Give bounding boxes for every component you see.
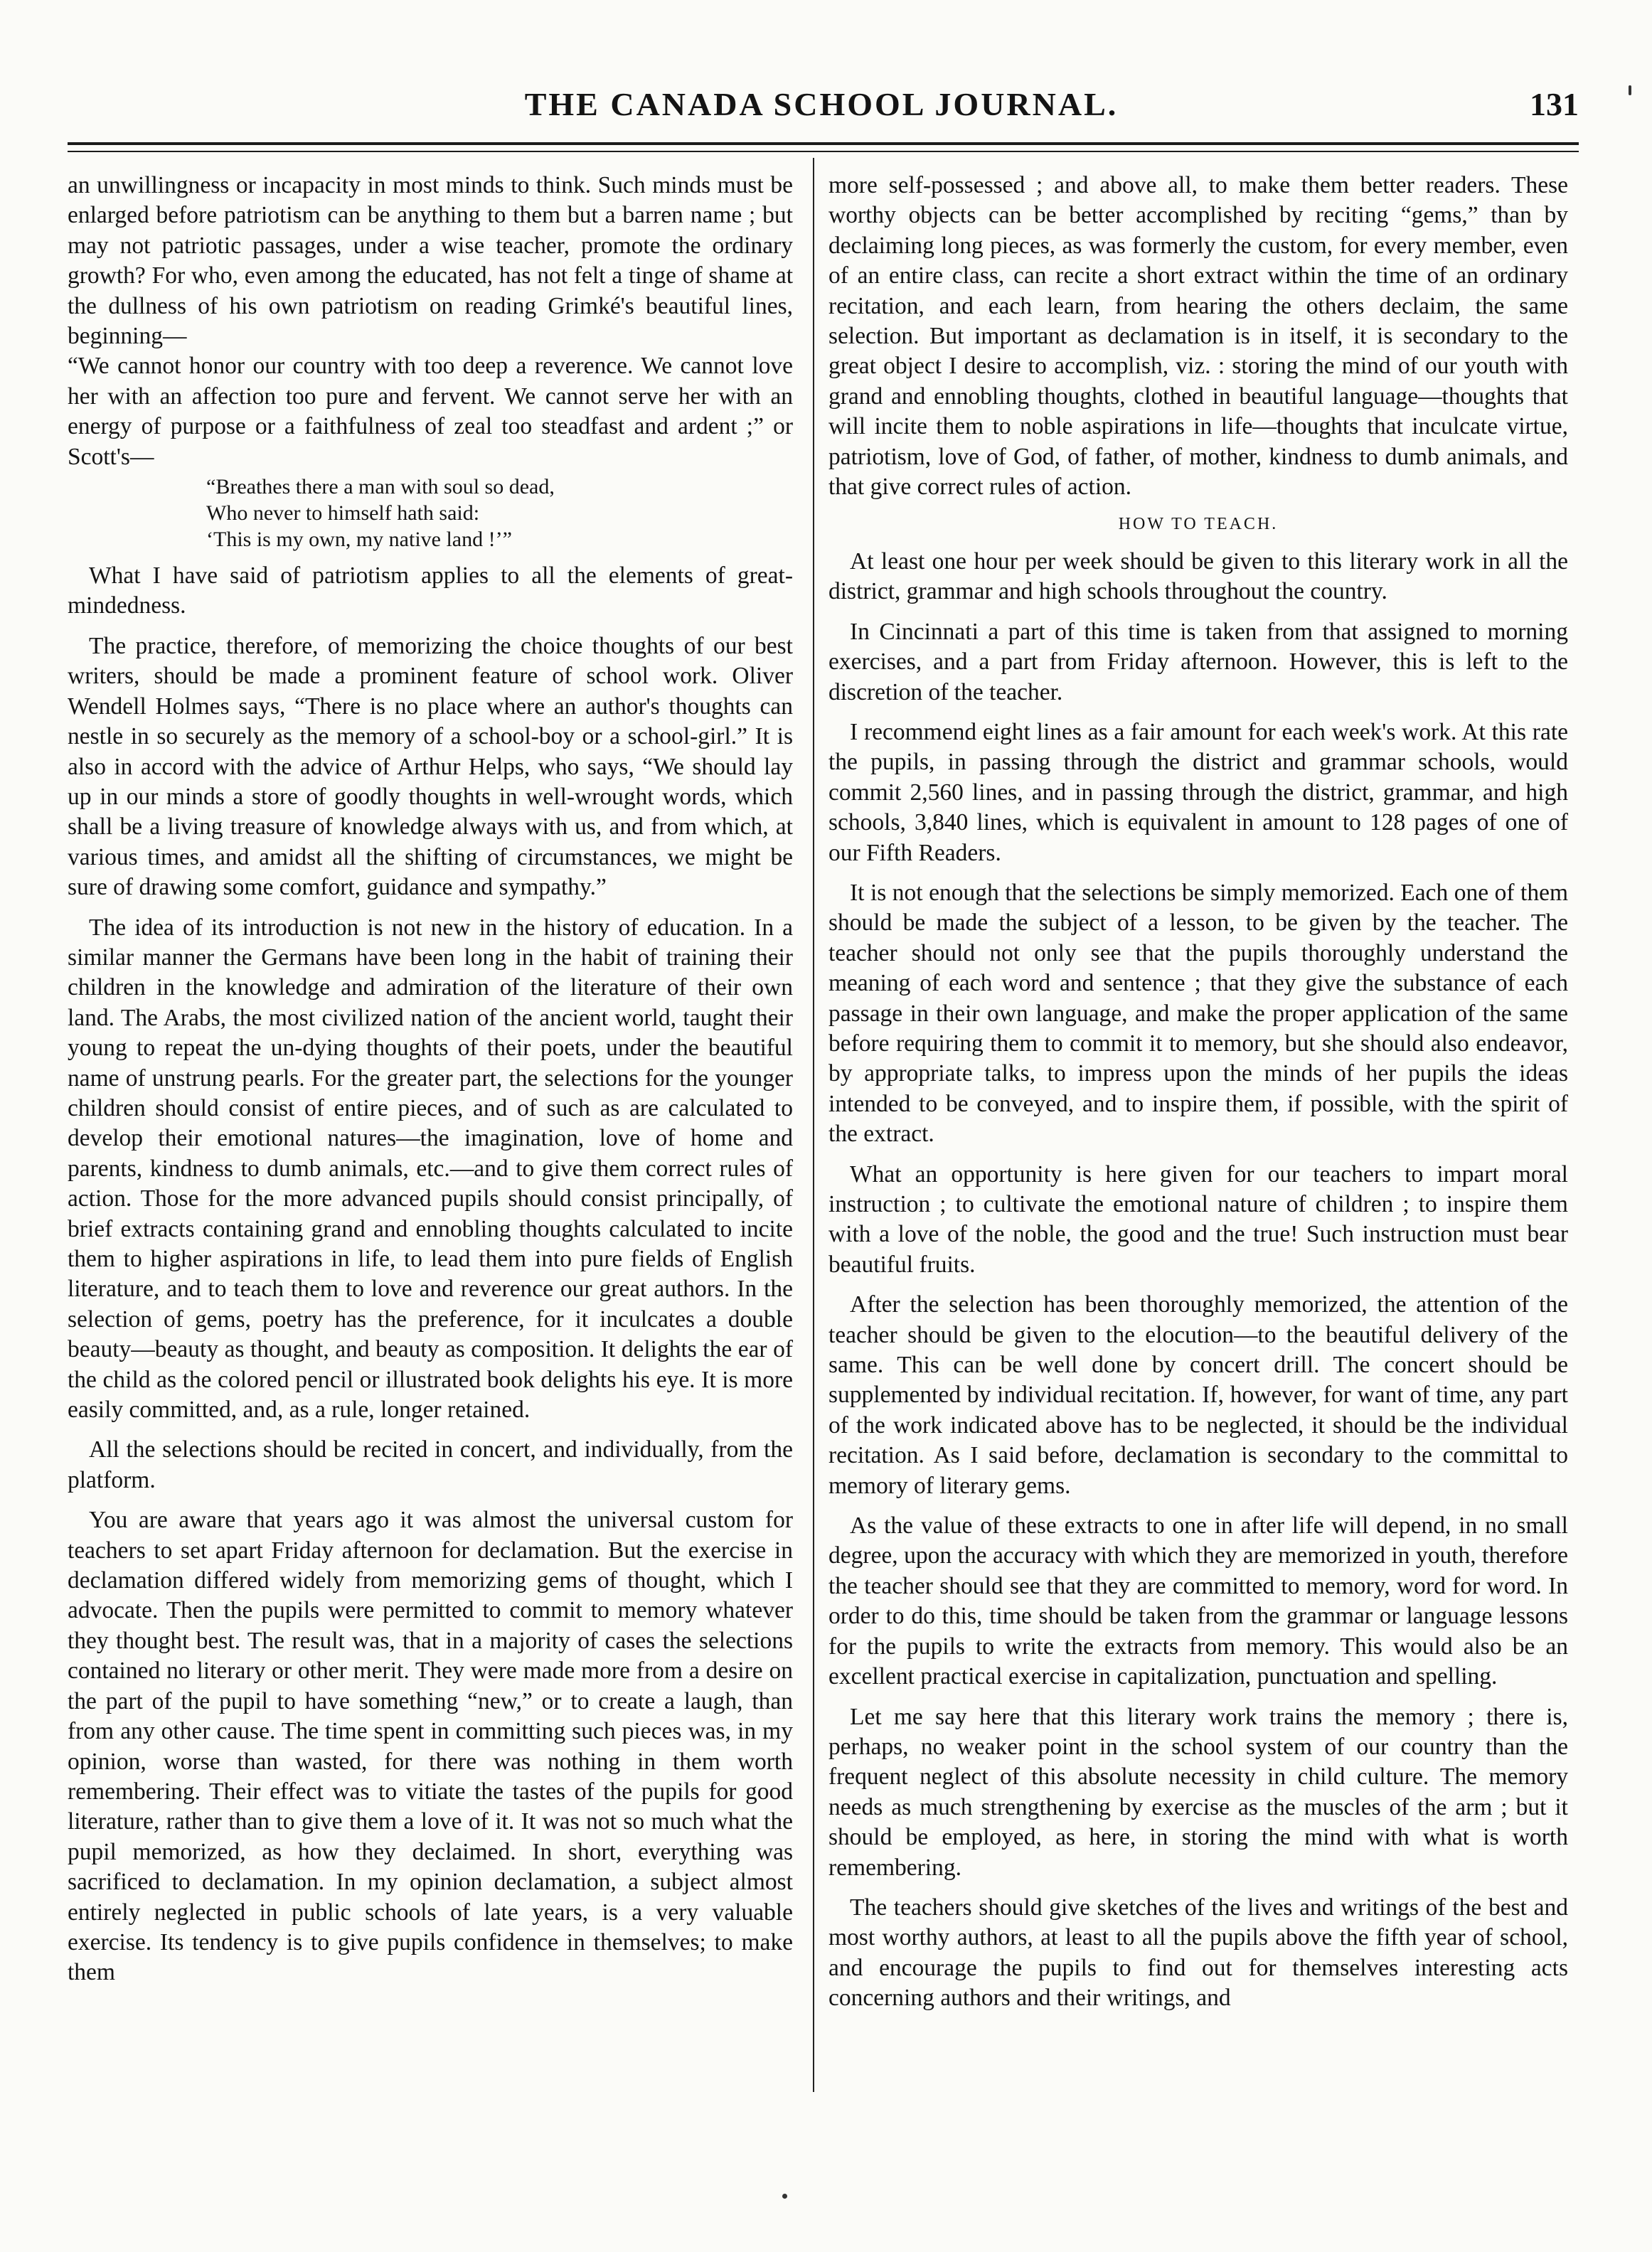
right-paragraph-1: more self-possessed ; and above all, to make them better readers. These worthy objects can be better accomplished by reciting “gems,” than by declaiming long pieces, as was formerly the custom, for every member, even of an entire class, can recite a short extract within the time of an ordinary recitation, and each learn, from hearing the others declaim, the same selection. But important as declamation is in itself, it is secondary to the great object I desire to accomplish, viz. : storing the mind of our youth with grand and ennobling thoughts, clothed in beautiful language—thoughts that will incite them to noble aspirations in life—thoughts that inculcate virtue, patriotism, love of God, of father, of mother, kindness to dumb animals, and that give correct rules of action. <box>828 172 1568 501</box>
left-paragraph-6: All the selections should be recited in concert, and individually, from the platform. <box>68 1436 793 1493</box>
poem-line-2: Who never to himself hath said: <box>206 501 480 525</box>
right-paragraph-8: As the value of these extracts to one in after life will depend, in no small degree, upon the accuracy with which they are memorized in youth, therefore the teacher should see that they are committed to memory, word for word. In order to do this, time should be taken from the grammar or language lessons for the pupils to write the extracts from memory. This would also be an excellent practical exercise in capitalization, punctuation and spelling. <box>828 1512 1568 1690</box>
right-paragraph-5: It is not enough that the selections be simply memorized. Each one of them should be made the subject of a lesson, to be given by the teacher. The teacher should not only see that the pupils thoroughly understand the meaning of each word and sentence ; that they give the substance of each passage in their own language, and make the proper application of the same before requiring them to commit it to memory, but she should also endeavor, by appropriate talks, to impress upon the minds of her pupils the ideas intended to be conveyed, and to inspire them, if possible, with the spirit of the extract. <box>828 879 1568 1148</box>
page-header <box>64 85 1579 135</box>
right-paragraph-6: What an opportunity is here given for our teachers to impart moral instruction ; to cultivate the emotional nature of children ; to inspire them with a love of the noble, the good and the true! Such instruction must bear beautiful fruits. <box>828 1160 1568 1278</box>
running-title: THE CANADA SCHOOL JOURNAL. <box>524 86 1119 122</box>
section-heading: HOW TO TEACH. <box>1118 515 1279 534</box>
poem-line-3: ‘This is my own, my native land !’” <box>206 528 512 552</box>
left-paragraph-7: You are aware that years ago it was almost the universal custom for teachers to set apart Friday afternoon for declamation. But the exercise in declamation differed widely from memorizing gems of thought, which I advocate. Then the pupils were permitted to commit to memory whatever they thought best. The result was, that in a majority of cases the selections contained no literary or other merit. They were made more from a desire on the part of the pupil to have something “new,” or to create a laugh, than from any other cause. The time spent in committing such pieces was, in my opinion, worse than wasted, for there was nothing in them worth remembering. Their effect was to vitiate the tastes of the pupils for good literature, rather than to give them a love of it. It was not so much what the pupil memorized, as how they declaimed. In short, everything was sacrificed to declamation. In my opinion declamation, a subject almost entirely neglected in public schools of late years, is a very valuable exercise. Its tendency is to give pupils confidence in themselves; to make them <box>68 1507 793 1986</box>
left-paragraph-5: The idea of its introduction is not new in the history of education. In a similar manner the Germans have been long in the habit of training their children in the knowledge and admiration of the literature of their own land. The Arabs, the most civilized nation of the ancient world, taught their young to repeat the un-dying thoughts of their poets, under the beautiful name of unstrung pearls. For the greater part, the selections for the younger children should consist of entire pieces, and of such as are calculated to develop their emotional natures—the imagination, love of home and parents, kindness to dumb animals, etc.—and to give them correct rules of action. Those for the more advanced pupils should consist principally, of brief extracts containing grand and ennobling thoughts calculated to incite them to higher aspirations in life, to lead them into pure fields of English literature, and to teach them to love and reverence our great authors. In the selection of gems, poetry has the preference, for it inculcates a double beauty—beauty as thought, and beauty as composition. It delights the ear of the child as the colored pencil or illustrated book delights his eye. It is more easily committed, and, as a rule, longer retained. <box>68 914 793 1424</box>
left-paragraph-3: What I have said of patriotism applies to all the elements of great-mindedness. <box>68 562 793 619</box>
header-rule-thick <box>68 142 1579 145</box>
header-rule-thin <box>68 151 1579 152</box>
right-paragraph-3: In Cincinnati a part of this time is taken from that assigned to morning exercises, and a part from Friday afternoon. However, this is left to the discretion of the teacher. <box>828 618 1568 705</box>
right-column <box>828 171 1568 2014</box>
left-column <box>68 171 793 1988</box>
column-divider <box>813 158 814 2092</box>
poem-line-1: “Breathes there a man with soul so dead, <box>206 475 555 499</box>
print-speck <box>782 2194 787 2199</box>
left-paragraph-2: “We cannot honor our country with too deep a reverence. We cannot love her with an affection too pure and fervent. We cannot serve her with an energy of purpose or a faithfulness of zeal too steadfast and ardent ;” or Scott's— <box>68 353 793 470</box>
left-paragraph-1: an unwillingness or incapacity in most minds to think. Such minds must be enlarged before patriotism can be anything to them but a barren name ; but may not patriotic passages, under a wise teacher, promote the ordinary growth? For who, even among the educated, has not felt a tinge of shame at the dullness of his own patriotism on reading Grimké's beautiful lines, beginning— <box>68 172 793 350</box>
right-paragraph-2: At least one hour per week should be given to this literary work in all the district, grammar and high schools throughout the country. <box>828 548 1568 605</box>
poem-quotation <box>206 474 793 553</box>
right-paragraph-9: Let me say here that this literary work trains the memory ; there is, perhaps, no weaker point in the school system of our country than the frequent neglect of this absolute necessity in child culture. The memory needs as much strengthening by exercise as the muscles of the arm ; but it should be employed, as here, in storing the mind with what is worth remembering. <box>828 1703 1568 1881</box>
right-paragraph-7: After the selection has been thoroughly memorized, the attention of the teacher should be given to the elocution—to the beautiful delivery of the same. This can be well done by concert drill. The concert should be supplemented by individual recitation. If, however, for want of time, any part of the work indicated above has to be neglected, it should be the individual recitation. As I said before, declamation is secondary to the committal to memory of literary gems. <box>828 1291 1568 1499</box>
page-number: 131 <box>1530 86 1579 122</box>
right-paragraph-10: The teachers should give sketches of the lives and writings of the best and most worthy authors, at least to all the pupils above the fifth year of school, and encourage the pupils to find out for themselves interesting acts concerning authors and their writings, and <box>828 1894 1568 2012</box>
margin-mark <box>1629 85 1631 95</box>
right-paragraph-4: I recommend eight lines as a fair amount for each week's work. At this rate the pupils, in passing through the district and grammar schools, would commit 2,560 lines, and in passing through the district, grammar, and high schools, 3,840 lines, which is equivalent in amount to 128 pages of one of our Fifth Readers. <box>828 718 1568 866</box>
left-paragraph-4: The practice, therefore, of memorizing the choice thoughts of our best writers, should be made a prominent feature of school work. Oliver Wendell Holmes says, “There is no place where an author's thoughts can nestle in so securely as the memory of a school-boy or a school-girl.” It is also in accord with the advice of Arthur Helps, who says, “We should lay up in our minds a store of goodly thoughts in well-wrought words, which shall be a living treasure of knowledge always with us, and from which, at various times, and amidst all the shifting of circumstances, we might be sure of drawing some comfort, guidance and sympathy.” <box>68 632 793 901</box>
